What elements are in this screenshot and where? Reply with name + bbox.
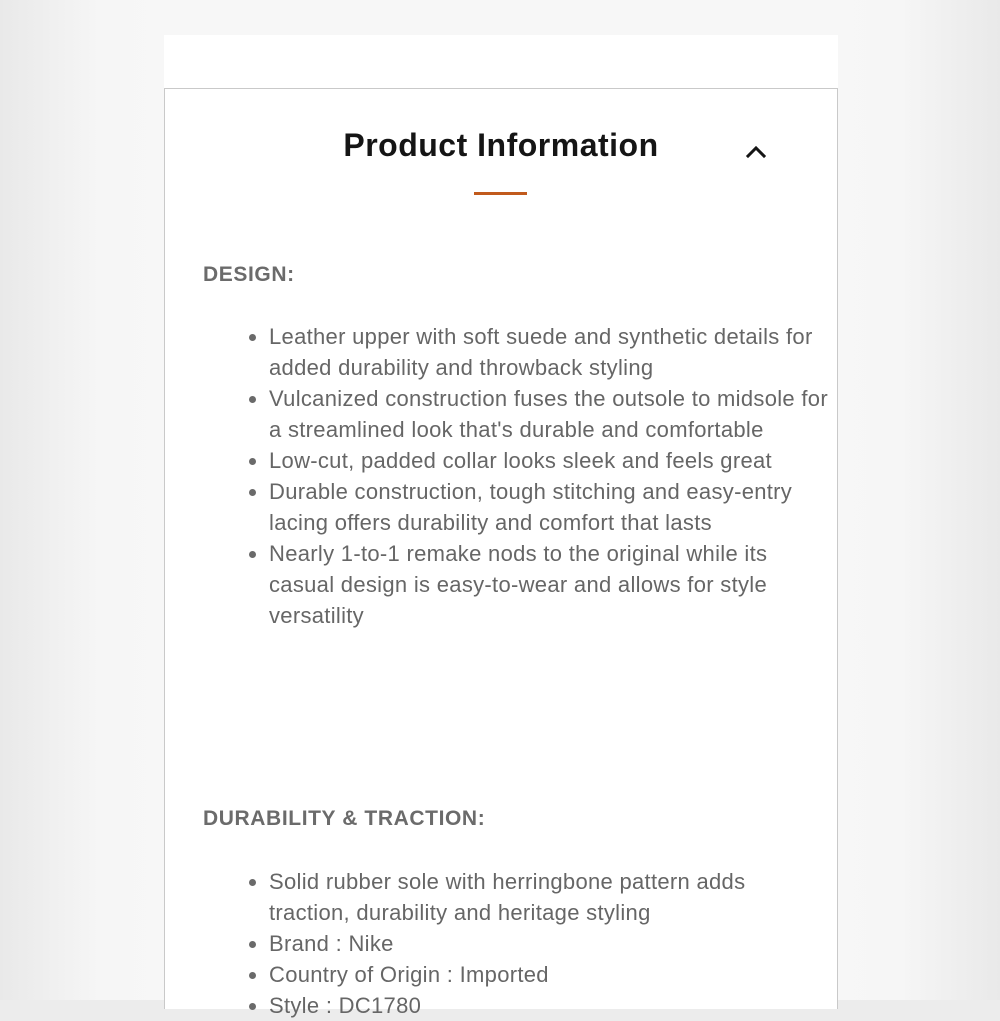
product-information-toggle[interactable]: [165, 89, 837, 209]
list-item: • Style : DC1780: [269, 990, 829, 1021]
list-item: • Brand : Nike: [269, 928, 829, 959]
list-item: • Durable construction, tough stitching and easy-entry lacing offers durability and comfort that lasts: [269, 476, 829, 538]
list-item: • Leather upper with soft suede and synthetic details for added durability and throwback styling: [269, 321, 829, 383]
product-information-panel: [164, 88, 838, 1018]
section-heading-durability-traction: DURABILITY & TRACTION:: [203, 807, 486, 830]
product-page: [164, 0, 838, 1018]
section-heading-design: DESIGN:: [203, 263, 295, 286]
previous-section-strip: [164, 0, 838, 35]
list-item: • Vulcanized construction fuses the outsole to midsole for a streamlined look that's durable and comfortable: [269, 383, 829, 445]
durability-traction-list: [243, 866, 829, 1021]
panel-title: Product Information: [343, 127, 659, 163]
title-accent-underline: [474, 192, 527, 195]
list-item: • Solid rubber sole with herringbone pattern adds traction, durability and heritage styling: [269, 866, 829, 928]
list-item: • Country of Origin : Imported: [269, 959, 829, 990]
list-item: • Nearly 1-to-1 remake nods to the original while its casual design is easy-to-wear and allows for style versatility: [269, 538, 829, 631]
chevron-up-icon[interactable]: [745, 143, 767, 159]
design-list: [243, 321, 829, 631]
list-item: • Low-cut, padded collar looks sleek and feels great: [269, 445, 829, 476]
